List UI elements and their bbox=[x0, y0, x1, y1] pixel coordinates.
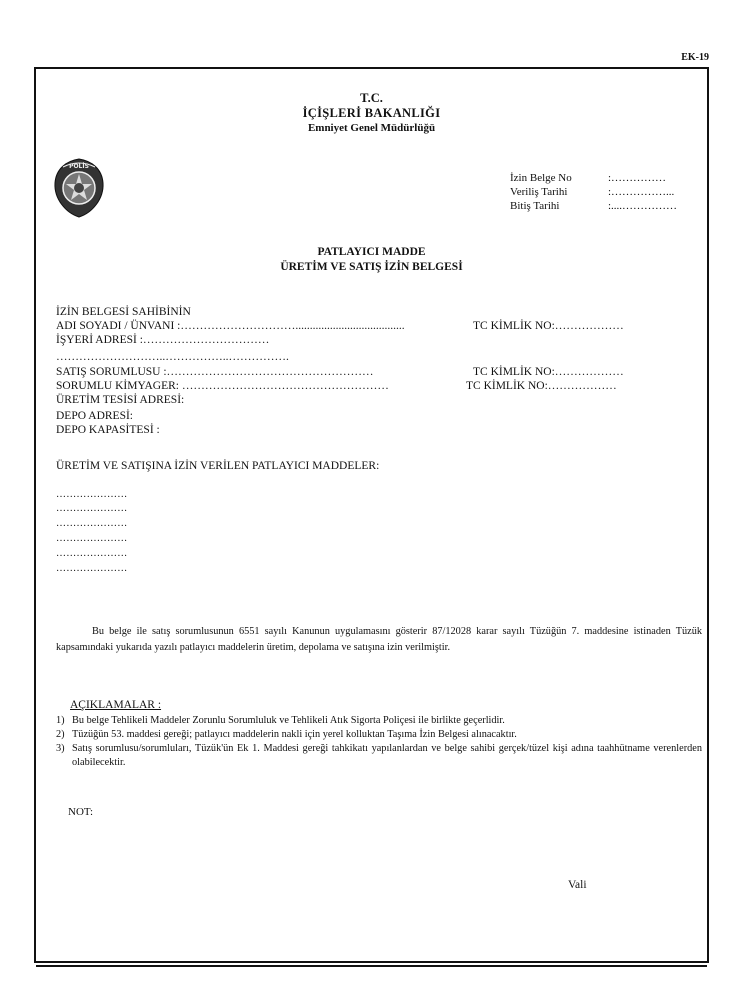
name-field: ADI SOYADI / ÜNVANI :…………………………...................................... bbox=[56, 320, 405, 332]
expiry-date-row bbox=[510, 200, 677, 212]
explanation-number: 2) bbox=[56, 729, 65, 740]
material-line: ………………… bbox=[56, 518, 128, 529]
document-title-line-2: ÜRETİM VE SATIŞ İZİN BELGESİ bbox=[280, 261, 463, 273]
owner-heading: İZİN BELGESİ SAHİBİNİN bbox=[56, 306, 191, 318]
depot-address-field: DEPO ADRESİ: bbox=[56, 410, 133, 422]
issue-date-row bbox=[510, 186, 674, 198]
tc-id-owner: TC KİMLİK NO:……………… bbox=[473, 320, 624, 332]
permit-number-value: :…………… bbox=[608, 172, 667, 184]
sales-manager-field: SATIŞ SORUMLUSU :……………………………………………… bbox=[56, 366, 374, 378]
form-code: EK-19 bbox=[681, 52, 709, 63]
explanation-text: Tüzüğün 53. maddesi gereği; patlayıcı maddelerin nakli için yerel kolluktan Taşıma İzin Belgesi alınacaktır. bbox=[72, 729, 517, 740]
explanation-text: Bu belge Tehlikeli Maddeler Zorunlu Sorumluluk ve Tehlikeli Atık Sigorta Poliçesi ile birlikte geçerlidir. bbox=[72, 715, 505, 726]
address-continuation: ………………………..……………..……………. bbox=[56, 351, 289, 363]
document-frame bbox=[34, 67, 709, 963]
police-emblem-icon bbox=[52, 157, 106, 219]
issue-date-value: :……………... bbox=[608, 186, 675, 198]
explanations-title: AÇIKLAMALAR : bbox=[70, 699, 162, 711]
materials-heading: ÜRETİM VE SATIŞINA İZİN VERİLEN PATLAYICI MADDELER: bbox=[56, 460, 380, 472]
explanation-item bbox=[56, 728, 702, 742]
expiry-date-value: :....…………… bbox=[608, 200, 678, 212]
material-line: ………………… bbox=[56, 533, 128, 544]
header-directorate: Emniyet Genel Müdürlüğü bbox=[307, 122, 436, 134]
tc-id-sales-manager: TC KİMLİK NO:……………… bbox=[473, 366, 624, 378]
document-title-line-1: PATLAYICI MADDE bbox=[317, 246, 426, 258]
explanation-text: Satış sorumlusu/sorumluları, Tüzük'ün Ek 1. Maddesi gereği tahkikatı yapılanlardan ve belge sahibi gerçek/tüzel kişi adına taahhütname verenlerden olabilecektir. bbox=[72, 743, 702, 768]
signature-label: Vali bbox=[568, 879, 587, 891]
production-address-field: ÜRETİM TESİSİ ADRESİ: bbox=[56, 394, 185, 406]
header-ministry: İÇİŞLERİ BAKANLIĞI bbox=[302, 106, 441, 120]
permit-number-row bbox=[510, 172, 666, 184]
material-line: ………………… bbox=[56, 489, 128, 500]
depot-capacity-field: DEPO KAPASİTESİ : bbox=[56, 424, 160, 436]
header-line-1: T.C. bbox=[360, 91, 383, 105]
explanation-number: 1) bbox=[56, 715, 65, 726]
permit-number-label: İzin Belge No bbox=[510, 172, 572, 184]
note-label: NOT: bbox=[68, 806, 94, 818]
expiry-date-label: Bitiş Tarihi bbox=[510, 200, 560, 212]
explanation-item bbox=[56, 742, 702, 770]
chemist-field: SORUMLU KİMYAGER: ……………………………………………… bbox=[56, 380, 389, 392]
workplace-address-field: İŞYERİ ADRESİ :…………………………… bbox=[56, 334, 270, 346]
material-line: ………………… bbox=[56, 563, 128, 574]
authorization-paragraph: Bu belge ile satış sorumlusunun 6551 sayılı Kanunun uygulamasını gösterir 87/12028 karar sayılı Tüzüğün 7. maddesine istinaden Tüzük kapsamındaki yukarıda yazılı patlayıcı maddelerin üretim, depolama ve satışına izin verilmiştir. bbox=[56, 626, 702, 653]
svg-text:POLİS: POLİS bbox=[69, 163, 89, 170]
explanation-item bbox=[56, 714, 702, 728]
material-line: ………………… bbox=[56, 548, 128, 559]
material-line: ………………… bbox=[56, 503, 128, 514]
tc-id-chemist: TC KİMLİK NO:……………… bbox=[466, 380, 617, 392]
explanation-number: 3) bbox=[56, 743, 65, 754]
issue-date-label: Veriliş Tarihi bbox=[510, 186, 568, 198]
